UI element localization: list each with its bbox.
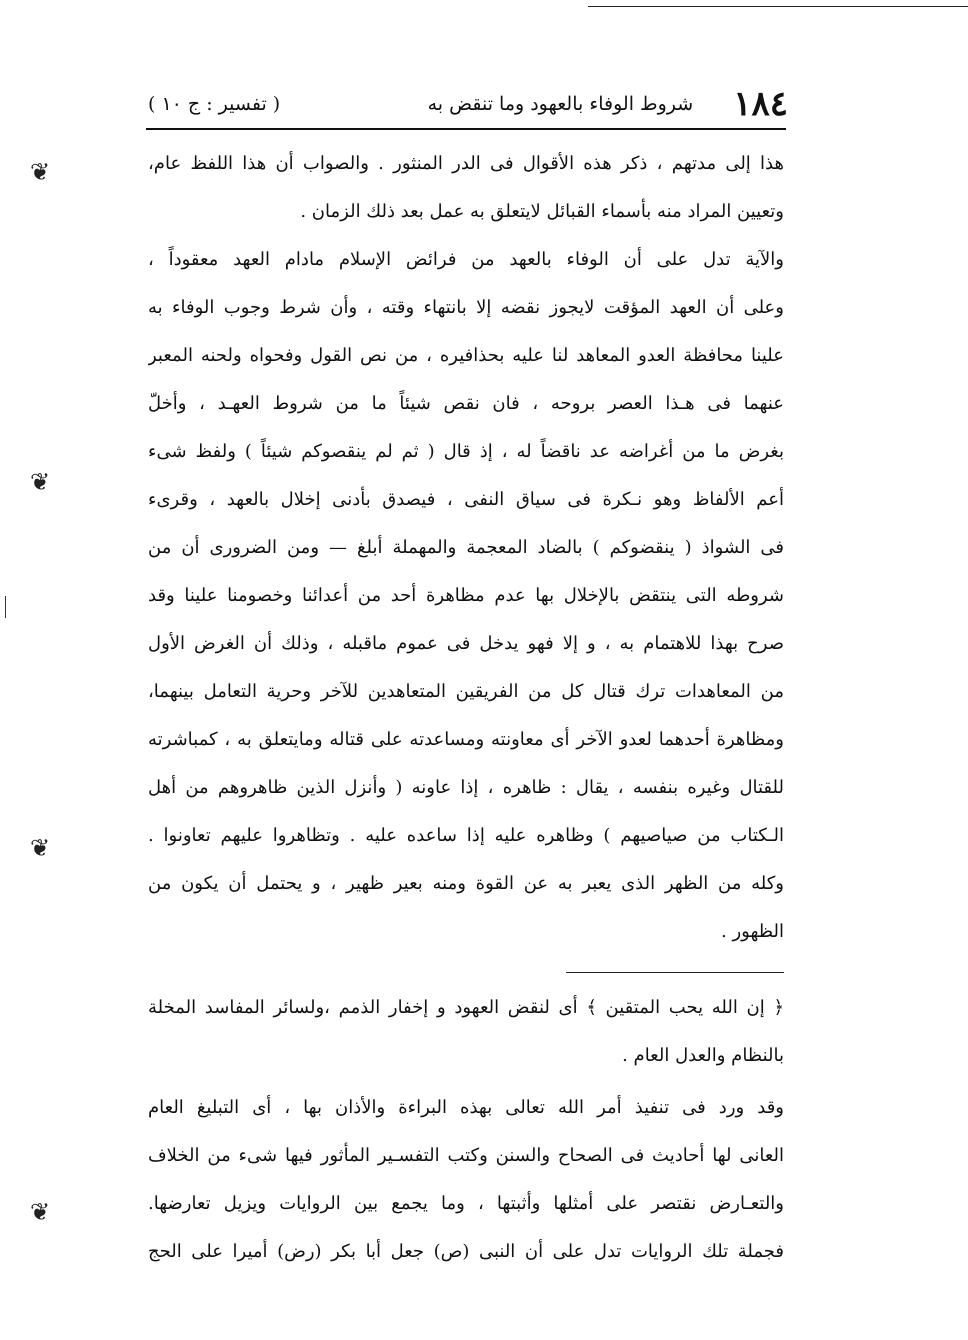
margin-ornament-icon: ❦: [30, 834, 51, 862]
running-title: شروط الوفاء بالعهود وما تنقض به: [427, 93, 694, 115]
volume-tag: ( تفسير : ج ١٠ ): [148, 93, 281, 115]
page-number: ١٨٤: [733, 84, 788, 124]
margin-tick: [5, 596, 6, 618]
text-line: والتعـارض نقتصر على أمثلها وأثبتها ، وما يجمع بين الروايات ويزيل تعارضها.: [148, 1193, 784, 1214]
text-line: هذا إلى مدتهم ، ذكر هذه الأقوال فى الدر المنثور . والصواب أن هذا اللفظ عام،: [148, 153, 784, 174]
text-line: بالنظام والعدل العام .: [622, 1045, 784, 1066]
margin-ornament-icon: ❦: [30, 468, 51, 496]
text-line: صرح بهذا للاهتمام به ، و إلا فهو يدخل فى عموم ماقبله ، وذلك أن الغرض الأول: [148, 633, 784, 654]
margin-ornament-icon: ❦: [30, 1198, 51, 1226]
separator-rule: [566, 972, 784, 973]
text-line: للقتال وغيره بنفسه ، يقال : ظاهره ، إذا عاونه ( وأنزل الذين ظاهروهم من أهل: [148, 777, 784, 798]
text-line: بغرض ما من أغراضه عد ناقضاً له ، إذ قال ( ثم لم ينقصوكم شيئاً ) ولفظ شىء: [148, 441, 784, 462]
body-section-2: [148, 984, 784, 1080]
text-line: وكله من الظهر الذى يعبر به عن القوة ومنه بعير ظهير ، و يحتمل أن يكون من: [148, 873, 784, 894]
margin-ornament-icon: ❦: [30, 158, 51, 186]
top-edge-rule: [588, 6, 968, 7]
body-section-1: [148, 140, 784, 956]
text-line: فى الشواذ ( ينقضوكم ) بالضاد المعجمة والمهملة أبلغ — ومن الضرورى أن من: [148, 537, 784, 558]
text-line: ﴿ إن الله يحب المتقين ﴾ أى لنقض العهود و إخفار الذمم ،ولسائر المفاسد المخلة: [148, 997, 784, 1018]
text-line: وقد ورد فى تنفيذ أمر الله تعالى بهذه البراءة والأذان بها ، أى التبليغ العام: [148, 1097, 784, 1118]
text-line: العانى لها أحاديث فى الصحاح والسنن وكتب التفسـير المأثور فيها شىء من الخلاف: [148, 1145, 784, 1166]
text-line: وعلى أن العهد المؤقت لايجوز نقضه إلا بانتهاء وقته ، وأن شرط وجوب الوفاء به: [148, 297, 784, 318]
text-line: والآية تدل على أن الوفاء بالعهد من فرائض الإسلام مادام العهد معقوداً ،: [148, 249, 784, 270]
header-rule: [146, 128, 786, 130]
text-line: شروطه التى ينتقض بالإخلال بها عدم مظاهرة أحد من أعدائنا وخصومنا علينا وقد: [148, 585, 784, 606]
text-line: وتعيين المراد منه بأسماء القبائل لايتعلق به عمل بعد ذلك الزمان .: [300, 201, 784, 222]
text-line: من المعاهدات ترك قتال كل من الفريقين المتعاهدين للآخر وحرية التعامل بينهما،: [148, 681, 784, 702]
text-line: الـكتاب من صياصيهم ) وظاهره عليه إذا ساعده عليه . وتظاهروا عليهم تعاونوا .: [148, 825, 784, 846]
text-line: عنهما فى هـذا العصر بروحه ، فان نقص شيئاً ما من شروط العهـد ، وأخلّ: [148, 393, 784, 414]
text-line: أعم الألفاظ وهو نـكرة فى سياق النفى ، فيصدق بأدنى إخلال بالعهد ، وقرىء: [148, 489, 784, 510]
page-header: [148, 84, 788, 124]
text-line: ومظاهرة أحدهما لعدو الآخر أى معاونته ومساعدته على قتاله ومايتعلق به ، كمباشرته: [148, 729, 784, 750]
text-line: علينا محافظة العدو المعاهد لنا عليه بحذافيره ، من نص القول وفحواه ولحنه المعبر: [148, 345, 784, 366]
body-section-3: [148, 1084, 784, 1276]
text-line: فجملة تلك الروايات تدل على أن النبى (ص) جعل أبا بكر (رض) أميرا على الحج: [148, 1241, 784, 1262]
text-line: الظهور .: [721, 921, 784, 942]
